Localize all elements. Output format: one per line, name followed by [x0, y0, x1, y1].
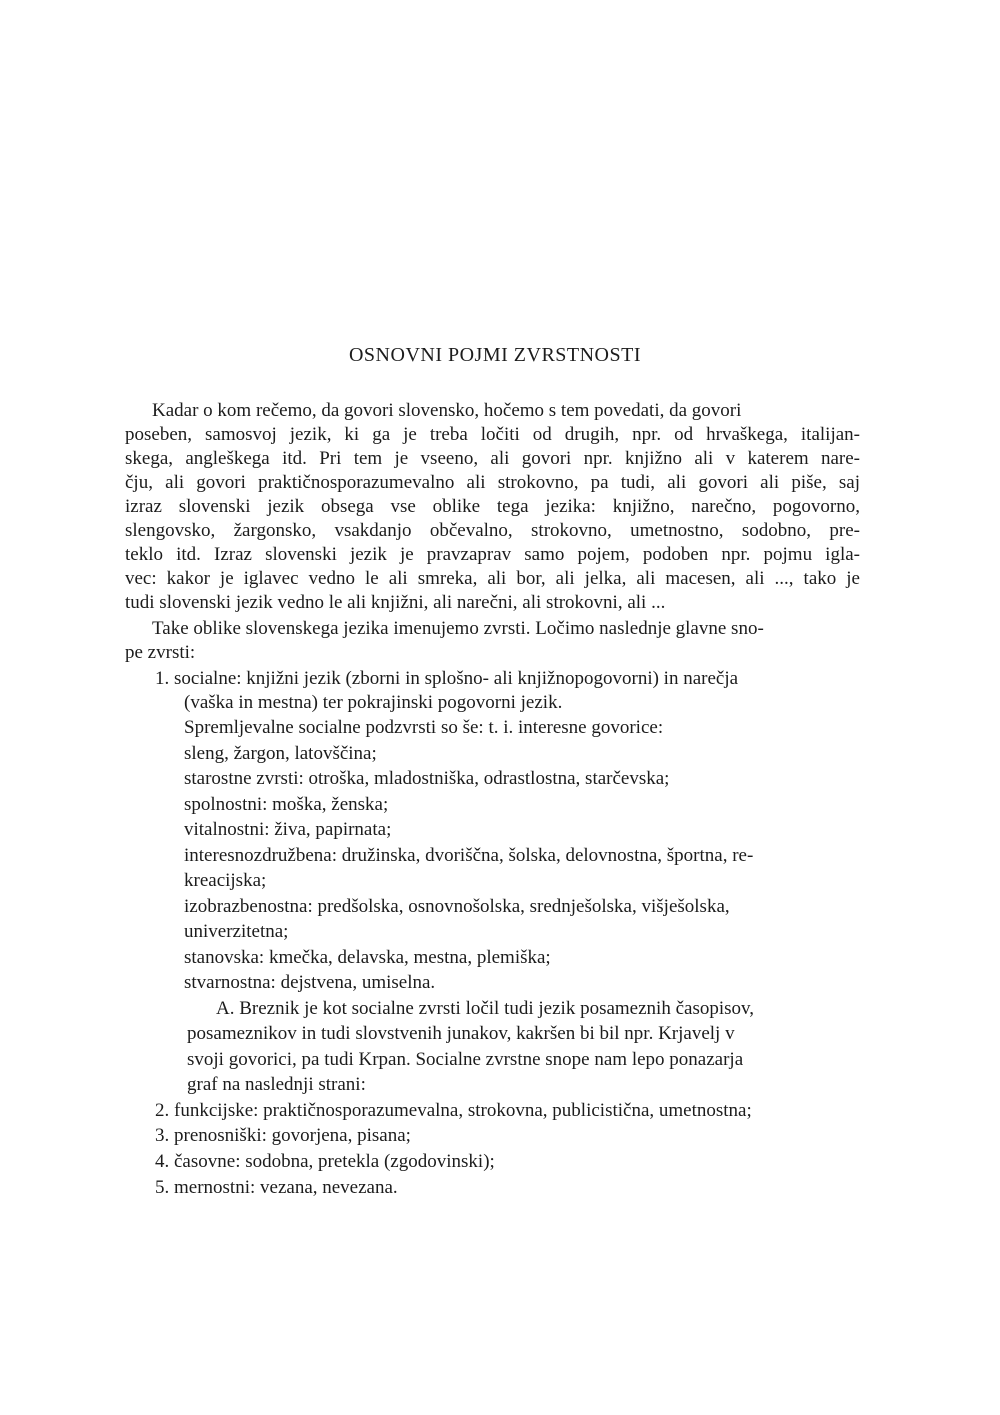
- paragraph-line: čju, ali govori praktičnosporazumevalno ali strokovno, pa tudi, ali govori ali piše, saj: [125, 472, 860, 493]
- note-line: svoji govorici, pa tudi Krpan. Socialne zvrstne snope nam lepo ponazarja: [187, 1049, 744, 1070]
- list-item-line: Spremljevalne socialne podzvrsti so še: t. i. interesne govorice:: [184, 717, 664, 738]
- list-item-line: starostne zvrsti: otroška, mladostniška, odrastlostna, starčevska;: [184, 768, 670, 789]
- list-item-line: izobrazbenostna: predšolska, osnovnošolska, srednješolska, višješolska,: [184, 896, 730, 917]
- list-item-line: (vaška in mestna) ter pokrajinski pogovorni jezik.: [184, 692, 563, 713]
- list-item-line: spolnostni: moška, ženska;: [184, 794, 389, 815]
- list-item-line: vitalnostni: živa, papirnata;: [184, 819, 392, 840]
- list-item-line: sleng, žargon, latovščina;: [184, 743, 377, 764]
- paragraph-line: skega, angleškega itd. Pri tem je vseeno, ali govori npr. knjižno ali v katerem nare-: [125, 448, 860, 469]
- list-item: 1. socialne: knjižni jezik (zborni in splošno- ali knjižnopogovorni) in narečja: [155, 668, 739, 689]
- list-item: 4. časovne: sodobna, pretekla (zgodovinski);: [155, 1151, 495, 1172]
- list-item: 2. funkcijske: praktičnosporazumevalna, strokovna, publicistična, umetnostna;: [155, 1100, 752, 1121]
- list-item-line: kreacijska;: [184, 870, 267, 891]
- list-item-line: stanovska: kmečka, delavska, mestna, plemiška;: [184, 947, 551, 968]
- paragraph-line: poseben, samosvoj jezik, ki ga je treba ločiti od drugih, npr. od hrvaškega, italijan-: [125, 424, 860, 445]
- page-title: OSNOVNI POJMI ZVRSTNOSTI: [348, 344, 642, 366]
- note-line: A. Breznik je kot socialne zvrsti ločil tudi jezik posameznih časopisov,: [216, 998, 755, 1019]
- paragraph-line: Kadar o kom rečemo, da govori slovensko, hočemo s tem povedati, da govori: [152, 400, 742, 421]
- paragraph-line: izraz slovenski jezik obsega vse oblike tega jezika: knjižno, narečno, pogovorno,: [125, 496, 860, 517]
- list-item: 3. prenosniški: govorjena, pisana;: [155, 1125, 411, 1146]
- paragraph-line: Take oblike slovenskega jezika imenujemo zvrsti. Ločimo naslednje glavne sno-: [152, 618, 764, 639]
- list-item: 5. mernostni: vezana, nevezana.: [155, 1177, 398, 1198]
- paragraph-line: slengovsko, žargonsko, vsakdanjo občevalno, strokovno, umetnostno, sodobno, pre-: [125, 520, 860, 541]
- paragraph-line: tudi slovenski jezik vedno le ali knjižni, ali narečni, ali strokovni, ali ...: [125, 592, 666, 613]
- paragraph-line: pe zvrsti:: [125, 642, 196, 663]
- paragraph-line: teklo itd. Izraz slovenski jezik je pravzaprav samo pojem, podoben npr. pojmu igla-: [125, 544, 860, 565]
- paragraph-line: vec: kakor je iglavec vedno le ali smreka, ali bor, ali jelka, ali macesen, ali ..., tako je: [125, 568, 860, 589]
- list-item-line: stvarnostna: dejstvena, umiselna.: [184, 972, 436, 993]
- list-item-line: univerzitetna;: [184, 921, 289, 942]
- list-item-line: interesnozdružbena: družinska, dvoriščna, šolska, delovnostna, športna, re-: [184, 845, 754, 866]
- note-line: posameznikov in tudi slovstvenih junakov, kakršen bi bil npr. Krjavelj v: [187, 1023, 735, 1044]
- note-line: graf na naslednji strani:: [187, 1074, 366, 1095]
